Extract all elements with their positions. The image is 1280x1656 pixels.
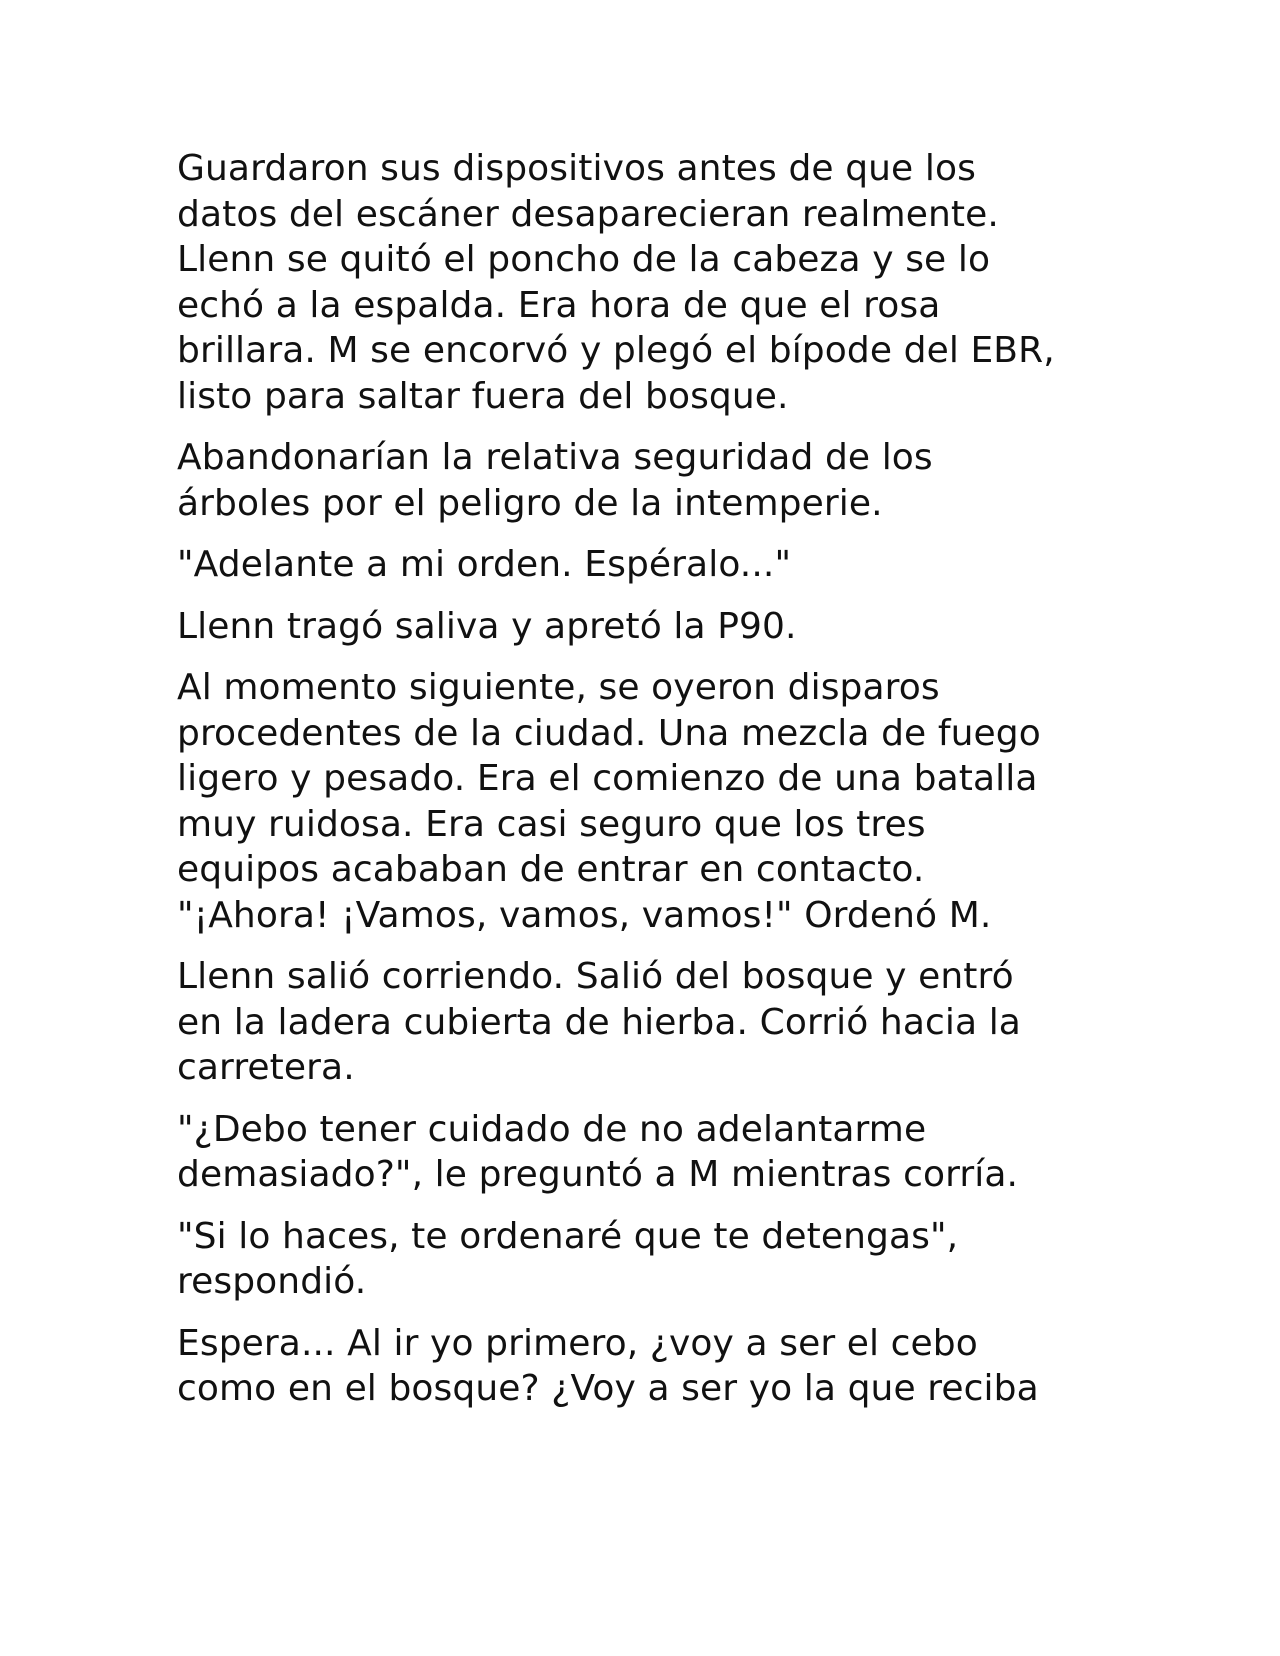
text-line: Al momento siguiente, se oyeron disparos	[177, 667, 940, 708]
paragraph-4	[177, 604, 1177, 650]
paragraph-7	[177, 1107, 1177, 1198]
text-line: listo para saltar fuera del bosque.	[177, 375, 789, 417]
text-line: brillara. M se encorvó y plegó el bípode del EBR,	[177, 330, 1055, 371]
paragraph-3	[177, 542, 1177, 588]
text-line: respondió.	[177, 1261, 367, 1302]
paragraph-5	[177, 665, 1177, 938]
text-line: Guardaron sus dispositivos antes de que los	[177, 148, 976, 189]
text-line: en la ladera cubierta de hierba. Corrió hacia la	[177, 1001, 1021, 1043]
text-line: "Si lo haces, te ordenaré que te detengas",	[177, 1215, 959, 1257]
paragraph-6	[177, 954, 1177, 1091]
text-line: datos del escáner desaparecieran realmente.	[177, 193, 999, 235]
text-line: procedentes de la ciudad. Una mezcla de fuego	[177, 712, 1041, 754]
body-text	[177, 146, 1177, 1428]
text-line: Abandonarían la relativa seguridad de los	[177, 437, 933, 478]
text-line: Llenn salió corriendo. Salió del bosque y entró	[177, 956, 1014, 997]
text-line: como en el bosque? ¿Voy a ser yo la que reciba	[177, 1368, 1039, 1409]
text-line: Espera... Al ir yo primero, ¿voy a ser el cebo	[177, 1322, 978, 1364]
text-line: Llenn tragó saliva y apretó la P90.	[177, 605, 797, 647]
text-line: Llenn se quitó el poncho de la cabeza y se lo	[177, 239, 991, 280]
paragraph-8	[177, 1214, 1177, 1305]
text-line: ligero y pesado. Era el comienzo de una batalla	[177, 758, 1038, 799]
text-line: "¿Debo tener cuidado de no adelantarme	[177, 1108, 927, 1150]
paragraph-1	[177, 146, 1177, 419]
text-line: árboles por el peligro de la intemperie.	[177, 482, 883, 524]
paragraph-2	[177, 435, 1177, 526]
text-line: carretera.	[177, 1047, 355, 1088]
text-line: demasiado?", le preguntó a M mientras corría.	[177, 1154, 1019, 1195]
text-line: equipos acababan de entrar en contacto.	[177, 849, 925, 890]
paragraph-9	[177, 1321, 1177, 1412]
text-line: echó a la espalda. Era hora de que el rosa	[177, 284, 941, 326]
text-line: "Adelante a mi orden. Espéralo..."	[177, 544, 792, 585]
text-line: "¡Ahora! ¡Vamos, vamos, vamos!" Ordenó M.	[177, 894, 992, 936]
text-line: muy ruidosa. Era casi seguro que los tres	[177, 803, 926, 845]
